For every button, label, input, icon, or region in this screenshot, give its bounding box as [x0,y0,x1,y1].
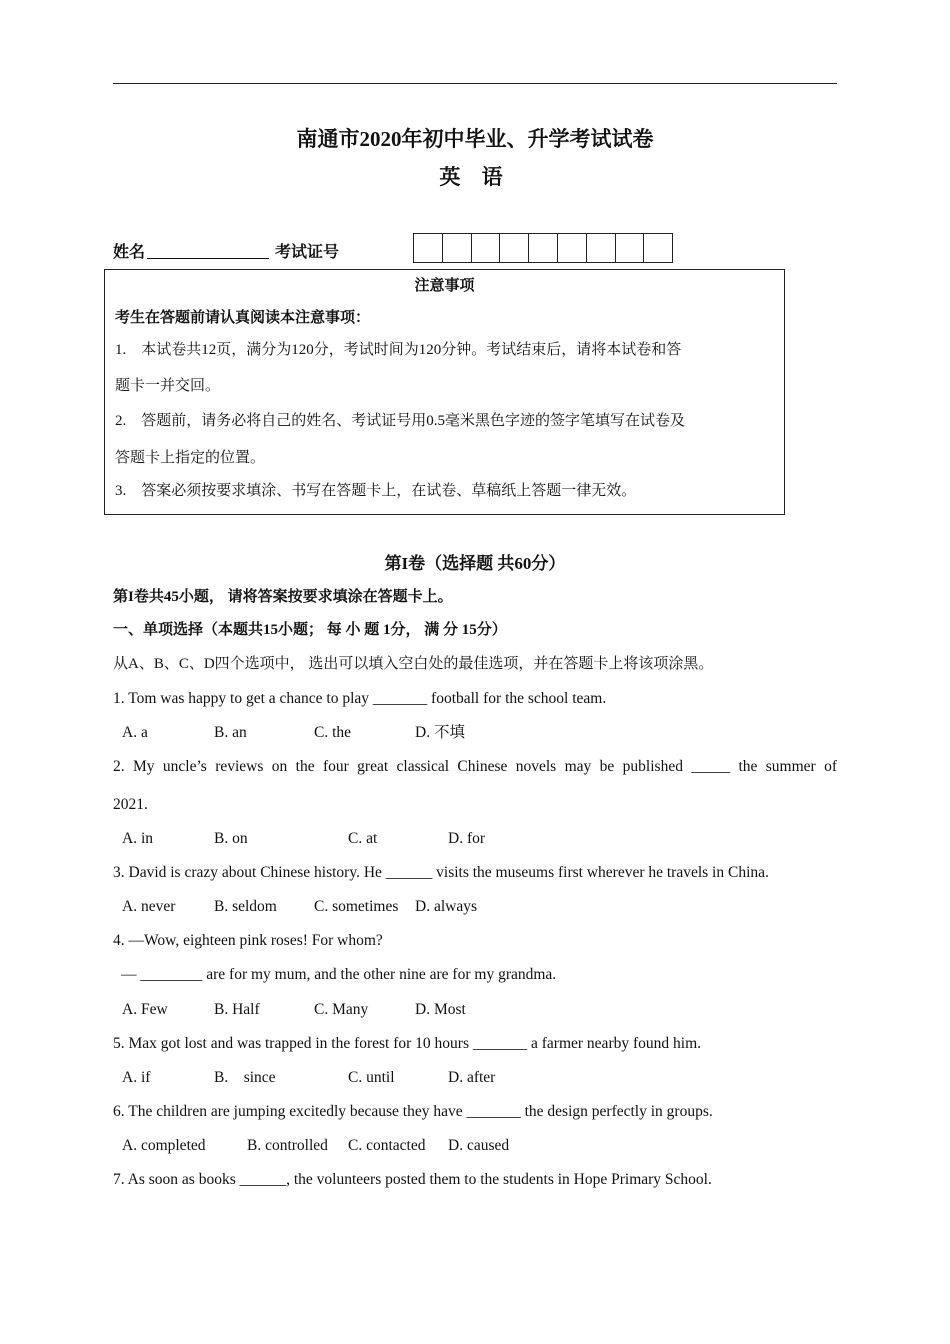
part-one-title: 第I卷（选择题 共60分） [384,554,566,573]
name-label: 姓名 [113,243,146,261]
option-d: D. for [448,830,486,847]
id-box [443,234,472,262]
option-c: C. contacted [348,1137,426,1154]
name-blank [147,242,269,259]
question-stem-continued: — ________ are for my mum, and the other nine are for my grandma. [121,966,557,983]
question-stem: 2. My uncle’s reviews on the four great classical Chinese novels may be published _____ the summer of [113,758,837,775]
notice-intro: 考生在答题前请认真阅读本注意事项： [115,310,371,326]
part-one-instruction: 第I卷共45小题， 请将答案按要求填涂在答题卡上。 [113,589,453,605]
question-stem: 3. David is crazy about Chinese history. He ______ visits the museums first wherever he travels in China. [113,864,769,881]
option-d: D. 不填 [415,724,465,741]
option-a: A. Few [122,1001,168,1018]
option-a: A. a [122,724,148,741]
option-a: A. in [122,830,153,847]
top-rule [113,83,837,84]
option-d: D. after [448,1069,496,1086]
notice-line: 2. 答题前，请务必将自己的姓名、考试证号用0.5毫米黑色字迹的签字笔填写在试卷及 [115,413,686,429]
option-b: B. Half [214,1001,260,1018]
exam-subject: 英 语 [439,165,511,189]
id-box [616,234,645,262]
question-stem: 1. Tom was happy to get a chance to play _______ football for the school team. [113,690,607,707]
id-box [558,234,587,262]
option-c: C. the [314,724,352,741]
notice-line: 1. 本试卷共12页，满分为120分，考试时间为120分钟。考试结束后，请将本试卷和答 [115,342,682,358]
option-c: C. Many [314,1001,369,1018]
notice-line: 3. 答案必须按要求填涂、书写在答题卡上，在试卷、草稿纸上答题一律无效。 [115,483,637,499]
question-stem: 6. The children are jumping excitedly because they have _______ the design perfectly in groups. [113,1103,713,1120]
notice-line: 题卡一并交回。 [115,378,221,394]
option-b: B. on [214,830,248,847]
id-box [644,234,672,262]
section-direction: 从A、B、C、D四个选项中， 选出可以填入空白处的最佳选项，并在答题卡上将该项涂黑。 [113,656,714,672]
option-a: A. if [122,1069,151,1086]
option-d: D. always [415,898,477,915]
option-c: C. sometimes [314,898,399,915]
option-b: B. controlled [247,1137,328,1154]
notice-box [104,269,785,515]
option-a: A. completed [122,1137,206,1154]
option-a: A. never [122,898,176,915]
question-stem: 7. As soon as books ______, the volunteers posted them to the students in Hope Primary School. [113,1171,712,1188]
id-box [472,234,501,262]
notice-title: 注意事项 [414,278,475,294]
question-stem: 4. —Wow, eighteen pink roses! For whom? [113,932,383,949]
option-b: B. seldom [214,898,277,915]
option-b: B. since [214,1069,276,1086]
section-one-title: 一、单项选择（本题共15小题； 每 小 题 1分， 满 分 15分） [113,622,507,638]
option-c: C. until [348,1069,395,1086]
exam-id-boxes [413,233,673,263]
option-b: B. an [214,724,247,741]
id-box [500,234,529,262]
id-box [587,234,616,262]
exam-id-label: 考试证号 [275,243,340,261]
candidate-info-row [113,236,339,264]
exam-title: 南通市2020年初中毕业、升学考试试卷 [296,127,654,151]
notice-line: 答题卡上指定的位置。 [115,450,266,466]
question-stem-continued: 2021. [113,796,148,813]
question-stem: 5. Max got lost and was trapped in the forest for 10 hours _______ a farmer nearby found him. [113,1035,702,1052]
id-box [529,234,558,262]
id-box [414,234,443,262]
option-d: D. Most [415,1001,466,1018]
option-c: C. at [348,830,378,847]
option-d: D. caused [448,1137,510,1154]
